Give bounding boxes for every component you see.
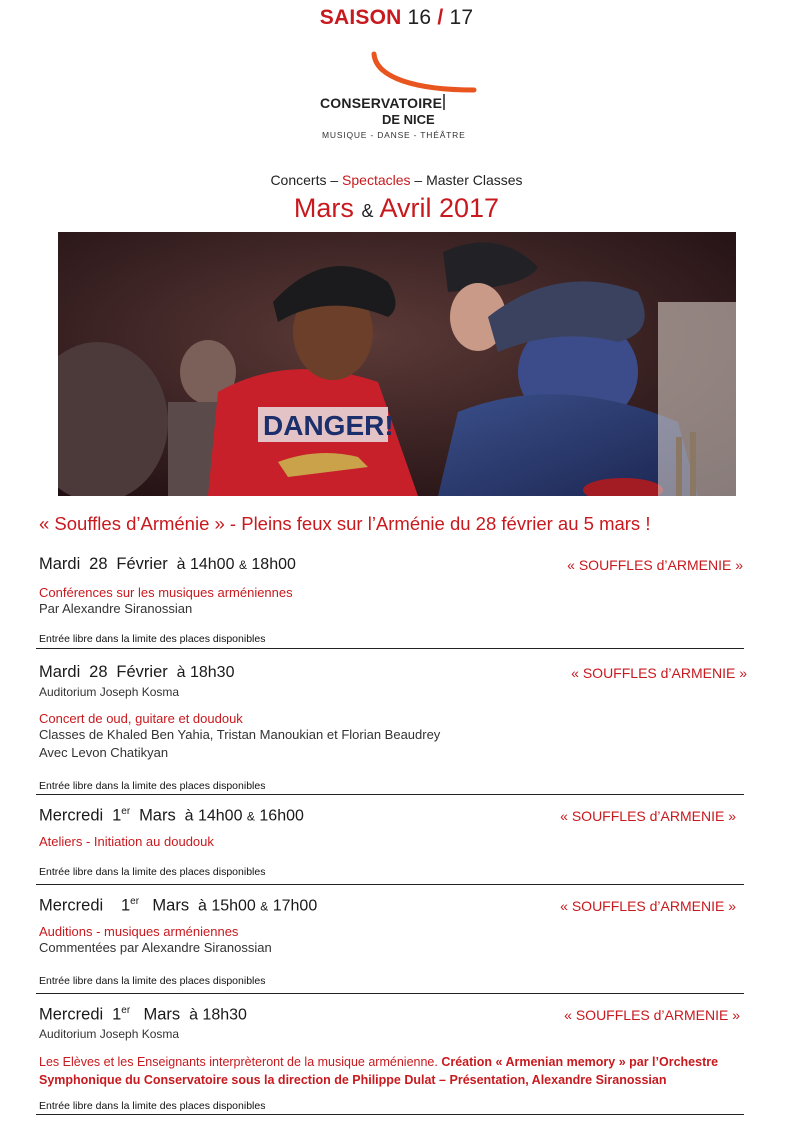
divider bbox=[36, 1114, 744, 1115]
event-date-suffix: er bbox=[121, 806, 131, 817]
category-master-classes: – Master Classes bbox=[414, 172, 523, 188]
event-detail: Par Alexandre Siranossian bbox=[39, 601, 193, 616]
event-title-intro: Les Elèves et les Enseignants interprèteront de la musique arménienne. bbox=[39, 1055, 442, 1069]
event-time-end: 16h00 bbox=[259, 807, 304, 825]
month-ampersand: & bbox=[361, 201, 374, 221]
season-word: SAISON bbox=[319, 6, 402, 29]
months-title bbox=[0, 193, 793, 224]
event-date: 1 bbox=[112, 806, 122, 825]
event-time-ampersand: & bbox=[260, 899, 269, 914]
event-title: Concert de oud, guitare et doudouk bbox=[39, 711, 243, 726]
event-day: Mardi bbox=[39, 555, 81, 573]
event-time-start: à 14h00 bbox=[184, 807, 243, 825]
divider bbox=[36, 648, 744, 649]
event-day: Mardi bbox=[39, 663, 81, 681]
event-date: 28 bbox=[89, 663, 108, 681]
event-day: Mercredi bbox=[39, 806, 104, 825]
event-time-start: à 15h00 bbox=[197, 897, 256, 915]
event-1 bbox=[39, 555, 743, 645]
event-5 bbox=[39, 1005, 743, 1112]
event-entry-note: Entrée libre dans la limite des places disponibles bbox=[39, 866, 266, 878]
event-2 bbox=[39, 663, 747, 792]
event-title: Conférences sur les musiques arméniennes bbox=[39, 585, 293, 600]
event-tag: « SOUFFLES d’ARMENIE » bbox=[571, 665, 747, 681]
event-date: 28 bbox=[89, 555, 108, 573]
divider bbox=[36, 993, 744, 994]
svg-text:DANGER!: DANGER! bbox=[263, 410, 394, 441]
event-day: Mercredi bbox=[39, 896, 104, 915]
event-tag: « SOUFFLES d’ARMENIE » bbox=[567, 557, 743, 573]
event-date-suffix: er bbox=[121, 1005, 131, 1016]
event-time-end: 18h00 bbox=[251, 556, 296, 573]
month-year: 2017 bbox=[439, 193, 500, 223]
event-tag: « SOUFFLES d’ARMENIE » bbox=[560, 898, 736, 914]
event-tag: « SOUFFLES d’ARMENIE » bbox=[560, 808, 736, 824]
event-month: Février bbox=[116, 555, 168, 573]
season-title bbox=[0, 6, 793, 30]
divider bbox=[36, 884, 744, 885]
event-time-start: à 14h00 bbox=[176, 556, 235, 573]
event-entry-note: Entrée libre dans la limite des places disponibles bbox=[39, 780, 266, 792]
event-title: Ateliers - Initiation au doudouk bbox=[39, 834, 214, 849]
category-spectacles: Spectacles bbox=[342, 172, 411, 188]
category-line bbox=[0, 172, 793, 188]
logo-disciplines: MUSIQUE - DANSE - THÉÂTRE bbox=[322, 130, 466, 140]
event-venue: Auditorium Joseph Kosma bbox=[39, 1027, 180, 1041]
event-detail: Classes de Khaled Ben Yahia, Tristan Manoukian et Florian Beaudrey bbox=[39, 727, 441, 742]
event-entry-note: Entrée libre dans la limite des places disponibles bbox=[39, 1100, 266, 1112]
event-time-ampersand: & bbox=[238, 558, 247, 572]
event-title: Auditions - musiques arméniennes bbox=[39, 924, 239, 939]
divider bbox=[36, 794, 744, 795]
event-month: Mars bbox=[143, 1005, 181, 1024]
event-detail: Commentées par Alexandre Siranossian bbox=[39, 940, 272, 955]
event-4 bbox=[39, 896, 743, 987]
season-year-start: 16 bbox=[407, 6, 432, 29]
event-venue: Auditorium Joseph Kosma bbox=[39, 685, 180, 699]
event-day: Mercredi bbox=[39, 1005, 104, 1024]
logo-name: CONSERVATOIRE bbox=[320, 95, 443, 111]
conservatoire-logo bbox=[316, 50, 486, 145]
festival-headline: « Souffles d’Arménie » - Pleins feux sur l’Arménie du 28 février au 5 mars ! bbox=[39, 513, 651, 534]
event-tag: « SOUFFLES d’ARMENIE » bbox=[564, 1007, 740, 1023]
event-month: Mars bbox=[139, 806, 176, 825]
month-a: Mars bbox=[293, 193, 354, 223]
event-time-start: à 18h30 bbox=[176, 664, 235, 681]
event-month: Février bbox=[116, 663, 168, 681]
category-concerts: Concerts – bbox=[270, 172, 339, 188]
event-entry-note: Entrée libre dans la limite des places disponibles bbox=[39, 633, 266, 645]
event-entry-note: Entrée libre dans la limite des places disponibles bbox=[39, 975, 266, 987]
event-title bbox=[39, 1053, 749, 1089]
event-time-ampersand: & bbox=[246, 809, 255, 824]
event-title-highlight: Création « Armenian memory » par l’Orchestre Symphonique du Conservatoire sous la direction de Philippe Dulat – Présentation, Alexandre Siranossian bbox=[39, 1055, 719, 1087]
event-date: 1 bbox=[112, 1005, 122, 1024]
season-separator: / bbox=[437, 6, 444, 29]
event-date: 1 bbox=[120, 896, 131, 915]
season-year-end: 17 bbox=[449, 6, 474, 29]
hero-photo bbox=[58, 232, 736, 496]
event-3 bbox=[39, 806, 743, 878]
event-time-end: 17h00 bbox=[272, 897, 318, 915]
event-date-suffix: er bbox=[130, 896, 140, 907]
event-detail: Avec Levon Chatikyan bbox=[39, 745, 169, 760]
month-b: Avril bbox=[379, 193, 432, 223]
event-month: Mars bbox=[152, 896, 190, 915]
event-time-start: à 18h30 bbox=[189, 1006, 247, 1024]
logo-city: DE NICE bbox=[382, 112, 435, 127]
